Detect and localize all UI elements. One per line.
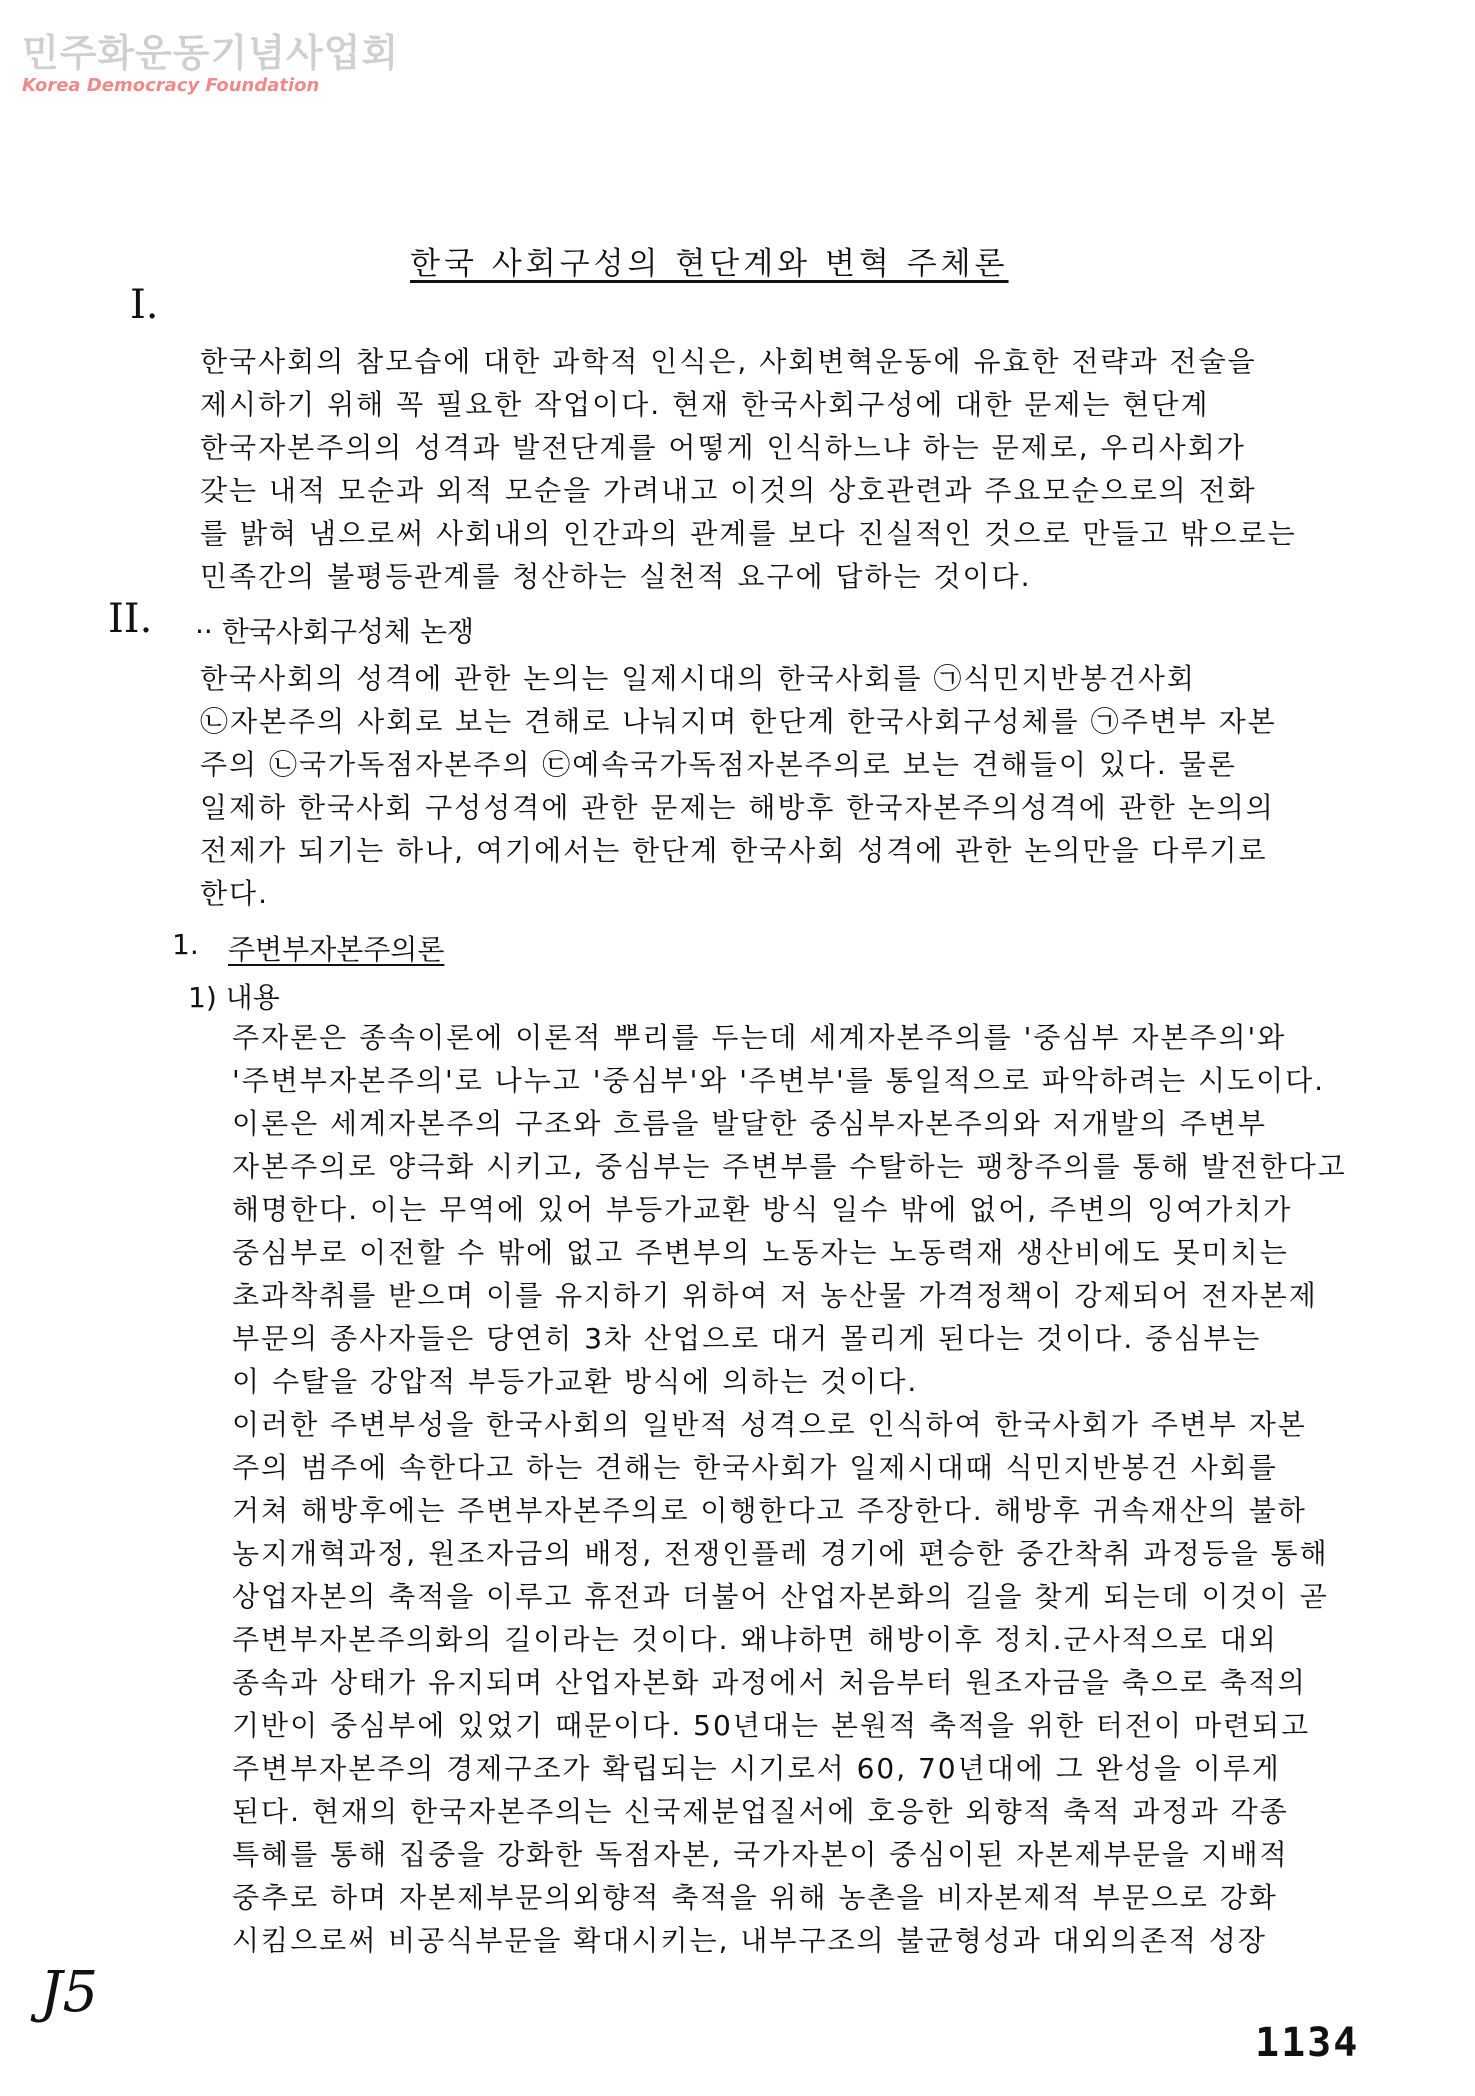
text-line: 갖는 내적 모순과 외적 모순을 가려내고 이것의 상호관련과 주요모순으로의 전화	[200, 474, 1257, 507]
subsubsection-number: 1)	[188, 981, 217, 1014]
text-line: 중심부로 이전할 수 밖에 없고 주변부의 노동자는 노동력재 생산비에도 못미치는	[232, 1236, 1289, 1269]
section1-numeral: I.	[130, 282, 159, 328]
watermark-english: Korea Democracy Foundation	[22, 75, 320, 96]
text-line: 상업자본의 축적을 이루고 휴전과 더불어 산업자본화의 길을 찾게 되는데 이것이 곧	[232, 1580, 1329, 1613]
handwritten-mark: J5	[40, 1960, 99, 2025]
text-line: 된다. 현재의 한국자본주의는 신국제분업질서에 호응한 외향적 축적 과정과 각종	[232, 1795, 1289, 1828]
text-line: 기반이 중심부에 있었기 때문이다. 50년대는 본원적 축적을 위한 터전이 마련되고	[232, 1709, 1311, 1742]
text-line: 주의 범주에 속한다고 하는 견해는 한국사회가 일제시대때 식민지반봉건 사회를	[232, 1451, 1278, 1484]
text-line: 거쳐 해방후에는 주변부자본주의로 이행한다고 주장한다. 해방후 귀속재산의 불하	[232, 1494, 1307, 1527]
text-line: 중추로 하며 자본제부문의외향적 축적을 위해 농촌을 비자본제적 부문으로 강화	[232, 1881, 1278, 1914]
text-line: 전제가 되기는 하나, 여기에서는 한단계 한국사회 성격에 관한 논의만을 다루기로	[200, 834, 1268, 867]
text-line: 일제하 한국사회 구성성격에 관한 문제는 해방후 한국자본주의성격에 관한 논의의	[200, 791, 1275, 824]
page-stamp-number: 1134	[1255, 2020, 1360, 2066]
document-title: 한국 사회구성의 현단계와 변혁 주체론	[410, 246, 1009, 282]
text-line: 한국자본주의의 성격과 발전단계를 어떻게 인식하느냐 하는 문제로, 우리사회가	[200, 431, 1246, 464]
text-line: 주의 ㉡국가독점자본주의 ㉢예속국가독점자본주의로 보는 견해들이 있다. 물론	[200, 748, 1237, 781]
text-line: 종속과 상태가 유지되며 산업자본화 과정에서 처음부터 원조자금을 축으로 축적의	[232, 1666, 1307, 1699]
text-line: 자본주의로 양극화 시키고, 중심부는 주변부를 수탈하는 팽창주의를 통해 발전한다고	[232, 1150, 1347, 1183]
text-line: 특혜를 통해 집중을 강화한 독점자본, 국가자본이 중심이된 자본제부문을 지배적	[232, 1838, 1289, 1871]
text-line: ㉡자본주의 사회로 보는 견해로 나눠지며 한단계 한국사회구성체를 ㉠주변부 자본	[200, 705, 1277, 738]
subsection-number: 1.	[172, 928, 199, 961]
watermark-korean: 민주화운동기념사업회	[22, 31, 400, 75]
text-line: 시킴으로써 비공식부문을 확대시키는, 내부구조의 불균형성과 대외의존적 성장	[232, 1924, 1267, 1957]
text-line: 한국사회의 성격에 관한 논의는 일제시대의 한국사회를 ㉠식민지반봉건사회	[200, 662, 1196, 695]
text-line: 주변부자본주의 경제구조가 확립되는 시기로서 60, 70년대에 그 완성을 이루게	[232, 1752, 1281, 1785]
text-line: 주자론은 종속이론에 이론적 뿌리를 두는데 세계자본주의를 '중심부 자본주의'와	[232, 1021, 1287, 1054]
text-line: 제시하기 위해 꼭 필요한 작업이다. 현재 한국사회구성에 대한 문제는 현단계	[200, 388, 1210, 421]
text-line: 주변부자본주의화의 길이라는 것이다. 왜냐하면 해방이후 정치.군사적으로 대외	[232, 1623, 1278, 1656]
text-line: 를 밝혀 냄으로써 사회내의 인간과의 관계를 보다 진실적인 것으로 만들고 밖으로는	[200, 517, 1297, 550]
text-line: '주변부자본주의'로 나누고 '중심부'와 '주변부'를 통일적으로 파악하려는 시도이다.	[232, 1064, 1326, 1097]
subsection-paragraph	[232, 1016, 1347, 1962]
section2-heading: ·· 한국사회구성체 논쟁	[195, 615, 475, 648]
text-line: 이 수탈을 강압적 부등가교환 방식에 의하는 것이다.	[232, 1365, 919, 1398]
watermark	[22, 22, 399, 96]
text-line: 한다.	[200, 877, 269, 910]
text-line: 농지개혁과정, 원조자금의 배정, 전쟁인플레 경기에 편승한 중간착취 과정등을 통해	[232, 1537, 1329, 1570]
text-line: 부문의 종사자들은 당연히 3차 산업으로 대거 몰리게 된다는 것이다. 중심부는	[232, 1322, 1262, 1355]
text-line: 이론은 세계자본주의 구조와 흐름을 발달한 중심부자본주의와 저개발의 주변부	[232, 1107, 1267, 1140]
section2-paragraph	[200, 657, 1277, 915]
text-line: 민족간의 불평등관계를 청산하는 실천적 요구에 답하는 것이다.	[200, 560, 1032, 593]
text-line: 초과착취를 받으며 이를 유지하기 위하여 저 농산물 가격정책이 강제되어 전자본제	[232, 1279, 1318, 1312]
text-line: 이러한 주변부성을 한국사회의 일반적 성격으로 인식하여 한국사회가 주변부 자본	[232, 1408, 1307, 1441]
subsection-title: 주변부자본주의론	[228, 933, 445, 966]
subsubsection-title: 내용	[225, 981, 280, 1014]
text-line: 해명한다. 이는 무역에 있어 부등가교환 방식 일수 밖에 없어, 주변의 잉여가치가	[232, 1193, 1293, 1226]
text-line: 한국사회의 참모습에 대한 과학적 인식은, 사회변혁운동에 유효한 전략과 전술을	[200, 345, 1257, 378]
subsubsection-heading	[188, 976, 280, 1016]
section2-numeral: II.	[108, 596, 153, 642]
section1-paragraph	[200, 340, 1297, 598]
